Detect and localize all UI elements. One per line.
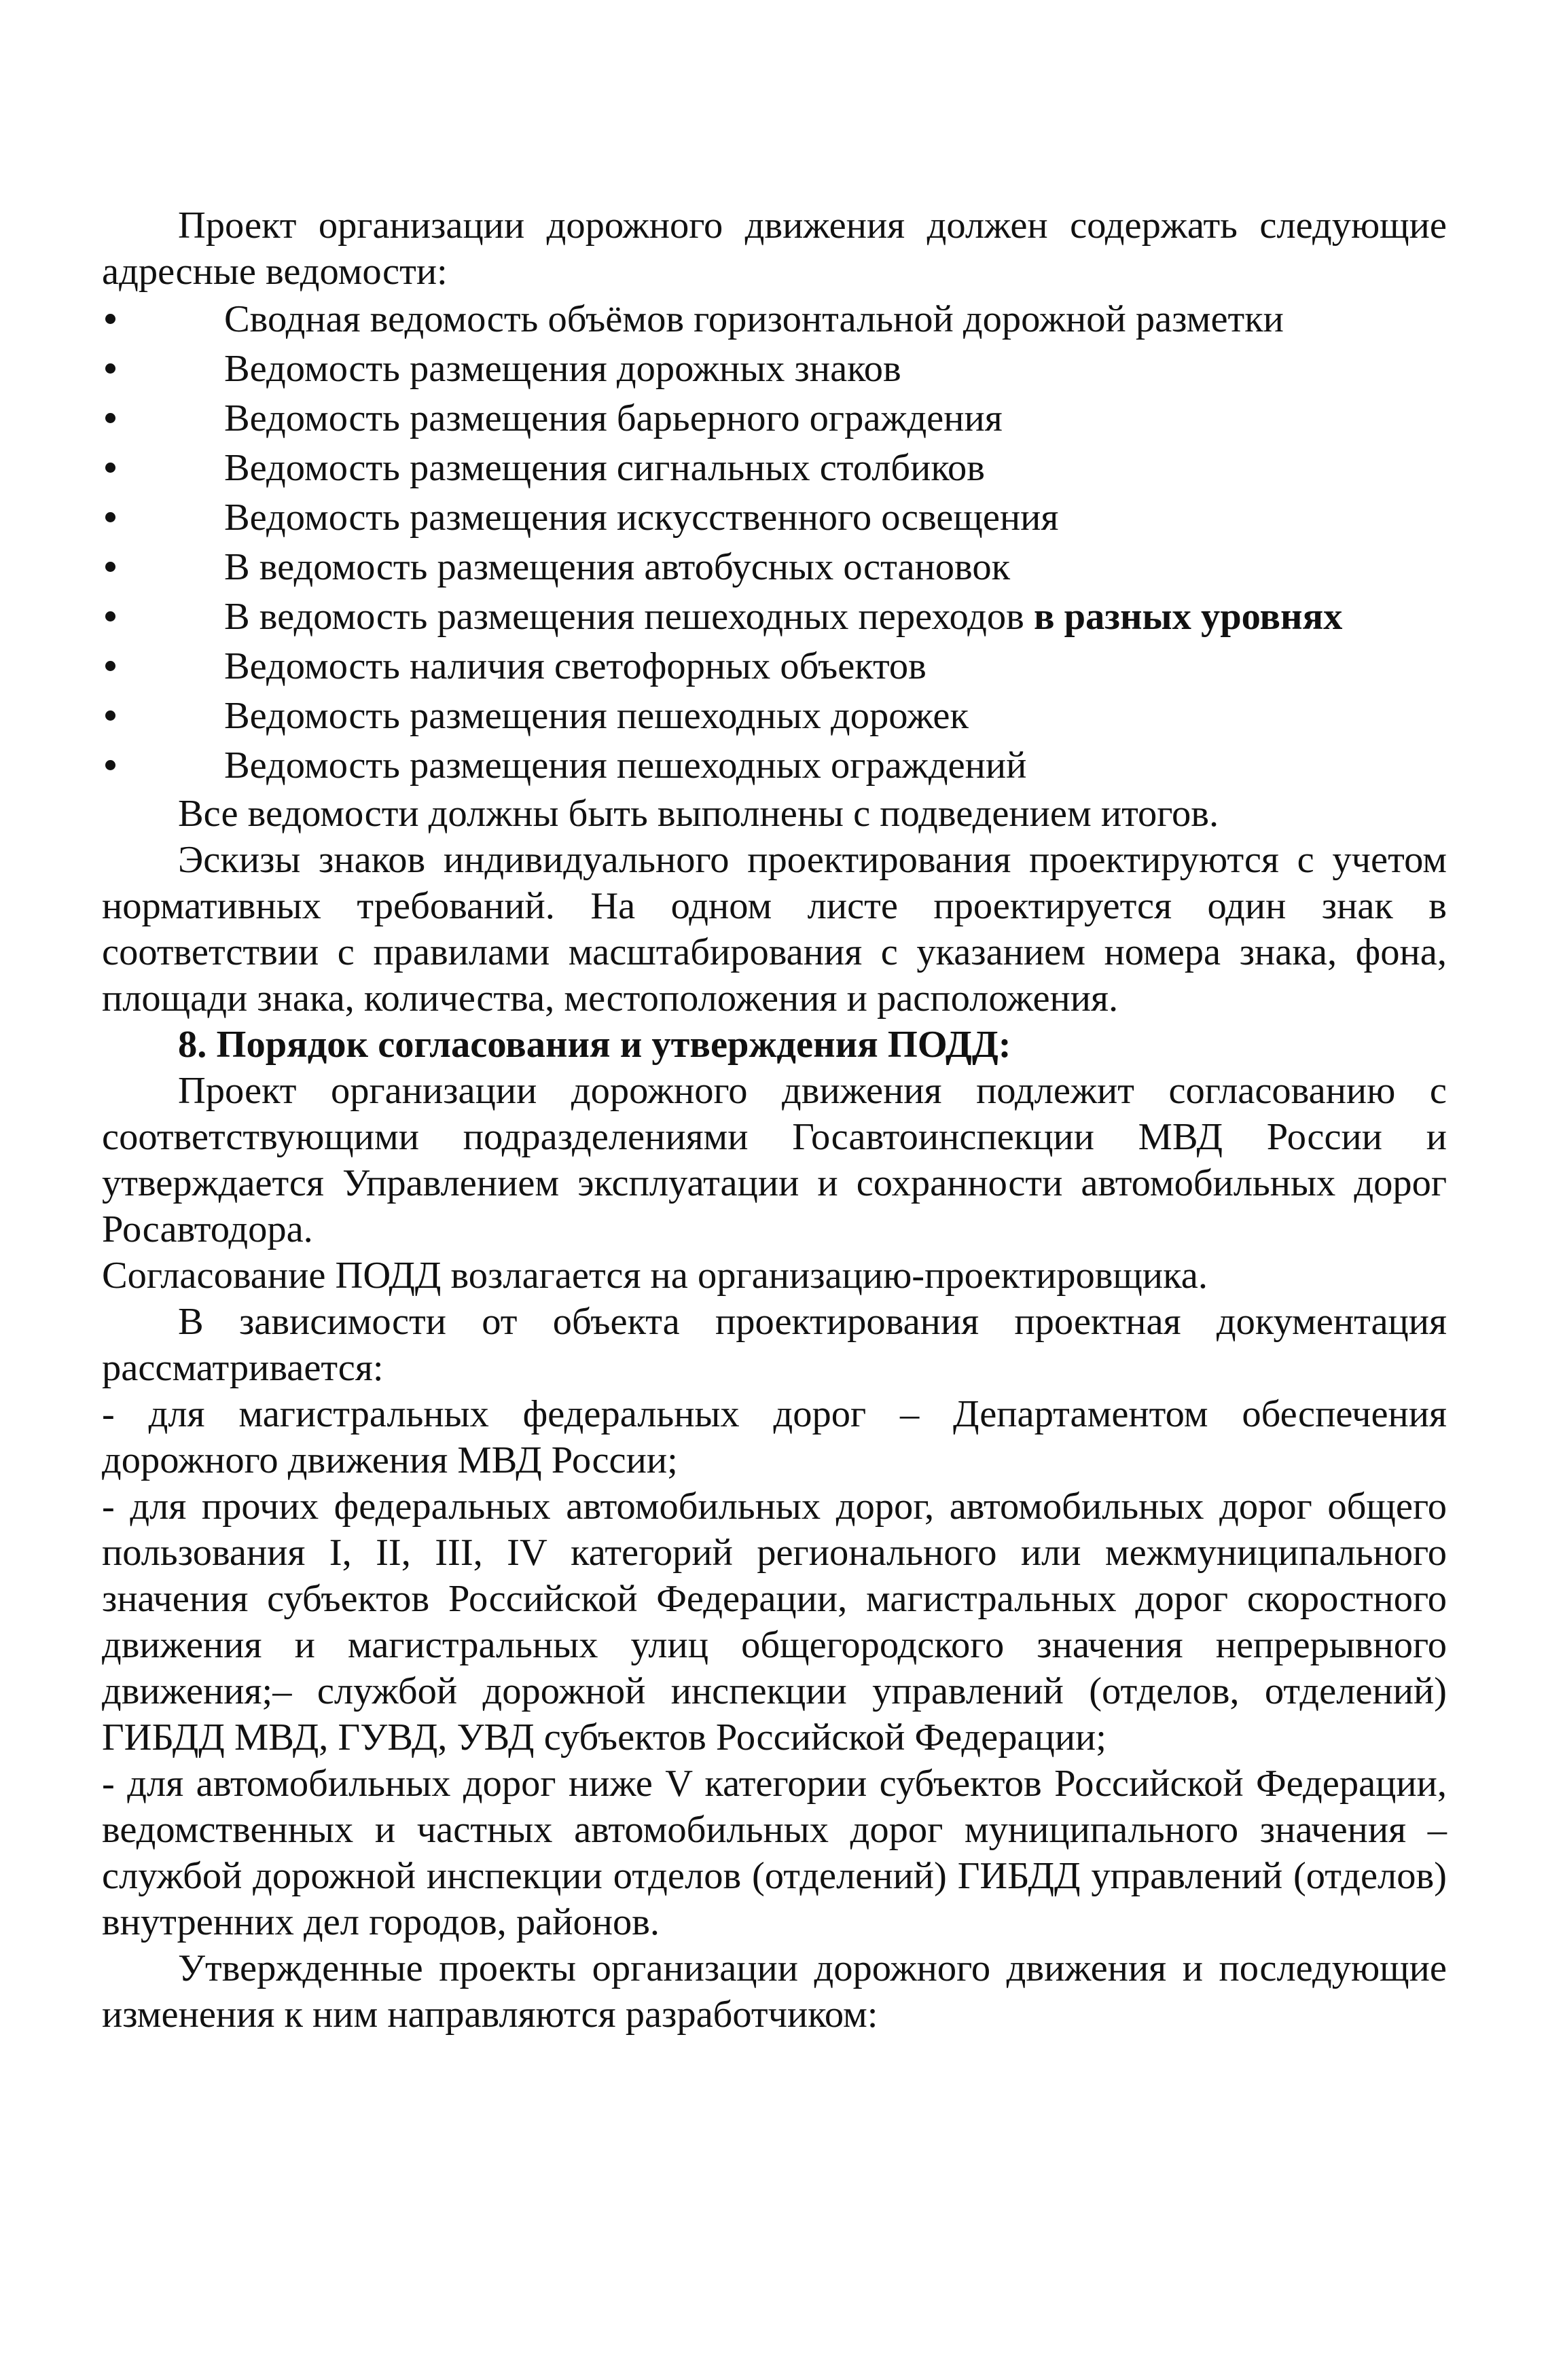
list-item-bold-tail: в разных уровнях xyxy=(1024,596,1343,638)
list-item-text: Ведомость размещения барьерного ограждения xyxy=(224,397,1003,439)
list-item xyxy=(102,493,1447,543)
section-heading: 8. Порядок согласования и утверждения ПОДД: xyxy=(178,1024,1011,1066)
list-item-text: Ведомость наличия светофорных объектов xyxy=(224,645,927,687)
list-item-text: Ведомость размещения пешеходных ограждений xyxy=(224,744,1027,787)
list-item xyxy=(102,642,1447,691)
list-item-text: Сводная ведомость объёмов горизонтальной дорожной разметки xyxy=(224,298,1284,340)
document-page xyxy=(102,202,1447,2038)
bullet-icon xyxy=(105,314,115,324)
sketches-paragraph: Эскизы знаков индивидуального проектирования проектируются с учетом нормативных требований. На одном листе проектируется один знак в соответствии с правилами масштабирования с указанием номера знака, фона, площади знака, количества, местоположения и расположения. xyxy=(102,839,1447,1020)
list-item-text: В ведомость размещения пешеходных переходов xyxy=(224,596,1024,638)
statements-list xyxy=(102,295,1447,791)
list-item xyxy=(102,295,1447,344)
list-item xyxy=(102,394,1447,444)
bullet-icon xyxy=(105,512,115,522)
list-item xyxy=(102,592,1447,642)
list-item-text: Ведомость размещения сигнальных столбиков xyxy=(224,447,985,489)
list-item xyxy=(102,741,1447,791)
bullet-icon xyxy=(105,710,115,721)
case-paragraph: - для автомобильных дорог ниже V категории субъектов Российской Федерации, ведомственных и частных автомобильных дорог муниципального значения – службой дорожной инспекции отделов (отделений) ГИБДД управлений (отделов) внутренних дел городов, районов. xyxy=(102,1763,1447,1943)
bullet-icon xyxy=(105,363,115,374)
final-paragraph: Утвержденные проекты организации дорожного движения и последующие изменения к ним направляются разработчиком: xyxy=(102,1947,1447,2036)
list-item xyxy=(102,691,1447,741)
intro-paragraph: Проект организации дорожного движения должен содержать следующие адресные ведомости: xyxy=(102,204,1447,293)
approval-paragraph: Проект организации дорожного движения подлежит согласованию с соответствующими подразделениями Госавтоинспекции МВД России и утверждается Управлением эксплуатации и сохранности автомобильных дорог Росавтодора. xyxy=(102,1070,1447,1250)
list-item xyxy=(102,543,1447,592)
bullet-icon xyxy=(105,661,115,671)
list-item-text: Ведомость размещения дорожных знаков xyxy=(224,348,901,390)
case-paragraph: - для магистральных федеральных дорог – Департаментом обеспечения дорожного движения МВД России; xyxy=(102,1393,1447,1481)
bullet-icon xyxy=(105,562,115,572)
bullet-icon xyxy=(105,463,115,473)
dependence-paragraph: В зависимости от объекта проектирования проектная документация рассматривается: xyxy=(102,1301,1447,1389)
list-item-text: Ведомость размещения пешеходных дорожек xyxy=(224,695,969,737)
bullet-icon xyxy=(105,611,115,621)
list-item xyxy=(102,344,1447,394)
list-item-text: Ведомость размещения искусственного освещения xyxy=(224,497,1059,539)
summary-paragraph: Все ведомости должны быть выполнены с подведением итогов. xyxy=(178,793,1219,835)
list-item-text: В ведомость размещения автобусных остановок xyxy=(224,546,1011,588)
bullet-icon xyxy=(105,413,115,423)
list-item xyxy=(102,444,1447,493)
bullet-icon xyxy=(105,760,115,770)
coordination-paragraph: Согласование ПОДД возлагается на организацию-проектировщика. xyxy=(102,1255,1208,1297)
case-paragraph: - для прочих федеральных автомобильных дорог, автомобильных дорог общего пользования I, II, III, IV категорий регионального или межмуниципального значения субъектов Российской Федерации, магистральных дорог скоростного движения и магистральных улиц общегородского значения непрерывного движения;– службой дорожной инспекции управлений (отделов, отделений) ГИБДД МВД, ГУВД, УВД субъектов Российской Федерации; xyxy=(102,1485,1447,1759)
